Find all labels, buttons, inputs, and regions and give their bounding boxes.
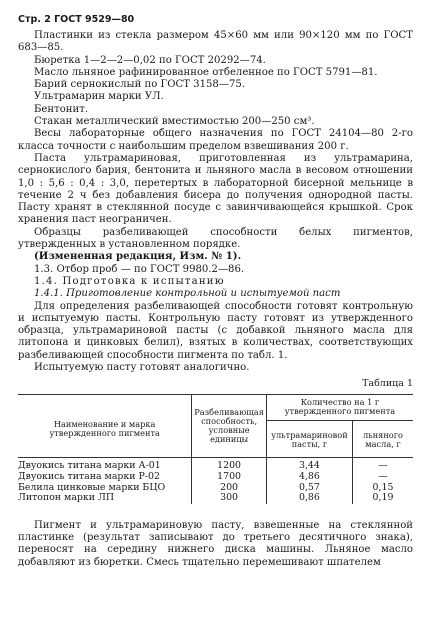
material-barium-sulfate: Барий сернокислый по ГОСТ 3158—75. bbox=[34, 79, 245, 91]
paragraph-paste-preparation: Паста ультрамариновая, приготовленная из ультрамарина, сернокислого бария, бентонита и льняного масла в весовом отношении 1,0 : 5,6 : 0,4 : 3,0, перетертых в лабораторной бисерной мельнице в течение 2 ч без добавления бисера до получения однородной пасты. Пасту хранят в стеклянной посуде с завинчивающейся крышкой. Срок хранения паст неограничен. bbox=[18, 152, 413, 226]
material-linseed-oil: Масло льняное рафинированное отбеленное по ГОСТ 5791—81. bbox=[34, 66, 378, 78]
header-quantity: Количество на 1 г утвержденного пигмента bbox=[266, 394, 413, 420]
paragraph-test-paste: Испытуемую пасту готовят аналогично. bbox=[34, 362, 250, 374]
amended-edition-note: (Измененная редакция, Изм. № 1). bbox=[34, 251, 242, 263]
document-body bbox=[18, 30, 413, 569]
section-1-4-1-body: Для определения разбеливающей способности готовят контрольную и испытуемую пасты. Контрольную пасту готовят из утвержденного образца, ультрамариновой пасты (с добавкой льняного масла для литопона и цинковых белил), взятых в количествах, соответствующих разбеливающей способности пигмента по табл. 1. bbox=[18, 300, 413, 361]
paragraph-samples: Образцы разбеливающей способности белых пигментов, утвержденных в установленном порядке. bbox=[18, 226, 413, 251]
cell-power: 300 bbox=[192, 493, 267, 504]
table-row bbox=[18, 493, 413, 504]
cell-oil: — bbox=[352, 458, 413, 472]
cell-oil: — bbox=[352, 472, 413, 483]
cell-pigment: Двуокись титана марки А-01 bbox=[18, 460, 161, 472]
table-row bbox=[18, 458, 413, 472]
section-1-3: 1.3. Отбор проб — по ГОСТ 9980.2—86. bbox=[34, 263, 245, 275]
section-1-4-heading: 1.4. Подготовка к испытанию bbox=[34, 275, 225, 287]
cell-oil: 0,19 bbox=[352, 493, 413, 504]
cell-ultra: 3,44 bbox=[266, 458, 352, 472]
cell-ultra: 0,57 bbox=[266, 483, 352, 494]
paragraph-final: Пигмент и ультрамариновую пасту, взвешенные на стеклянной пластинке (результат записывают до третьего десятичного знака), переносят на середину нижнего диска машины. Льняное масло добавляют из бюретки. Смесь тщательно перемешивают шпателем bbox=[18, 519, 413, 568]
cell-power: 1200 bbox=[192, 458, 267, 472]
cell-oil: 0,15 bbox=[352, 483, 413, 494]
header-pigment-name: Наименование и марка утвержденного пигмента bbox=[18, 394, 192, 458]
header-whitening-power: Разбеливающая способность, условные единицы bbox=[192, 394, 267, 458]
material-scales: Весы лабораторные общего назначения по ГОСТ 24104—80 2-го класса точности с наибольшим пределом взвешивания 200 г. bbox=[18, 128, 413, 152]
cell-power: 1700 bbox=[192, 472, 267, 483]
material-metal-beaker: Стакан металлический вместимостью 200—250 см³. bbox=[34, 116, 315, 128]
material-ultramarine: Ультрамарин марки УЛ. bbox=[34, 91, 164, 103]
material-bentonite: Бентонит. bbox=[34, 103, 89, 115]
cell-ultra: 0,86 bbox=[266, 493, 352, 504]
header-linseed-oil: льняного масла, г bbox=[352, 421, 413, 458]
cell-power: 200 bbox=[192, 483, 267, 494]
cell-pigment: Белила цинковые марки БЦО bbox=[18, 481, 166, 493]
cell-ultra: 4,86 bbox=[266, 472, 352, 483]
table-1 bbox=[18, 394, 413, 504]
cell-pigment: Литопон марки ЛП bbox=[18, 492, 114, 504]
material-burette: Бюретка 1—2—2—0,02 по ГОСТ 20292—74. bbox=[34, 54, 266, 66]
section-1-4-1-heading: 1.4.1. Приготовление контрольной и испытуемой паст bbox=[34, 288, 341, 300]
cell-pigment: Двуокись титана марки Р-02 bbox=[18, 471, 160, 483]
header-ultramarine-paste: ультрамариновой пасты, г bbox=[266, 421, 352, 458]
page-header: Стр. 2 ГОСТ 9529—80 bbox=[18, 14, 135, 25]
material-glass-plates: Пластинки из стекла размером 45×60 мм или 90×120 мм по ГОСТ 683—85. bbox=[18, 30, 413, 54]
table-caption: Таблица 1 bbox=[362, 378, 413, 390]
